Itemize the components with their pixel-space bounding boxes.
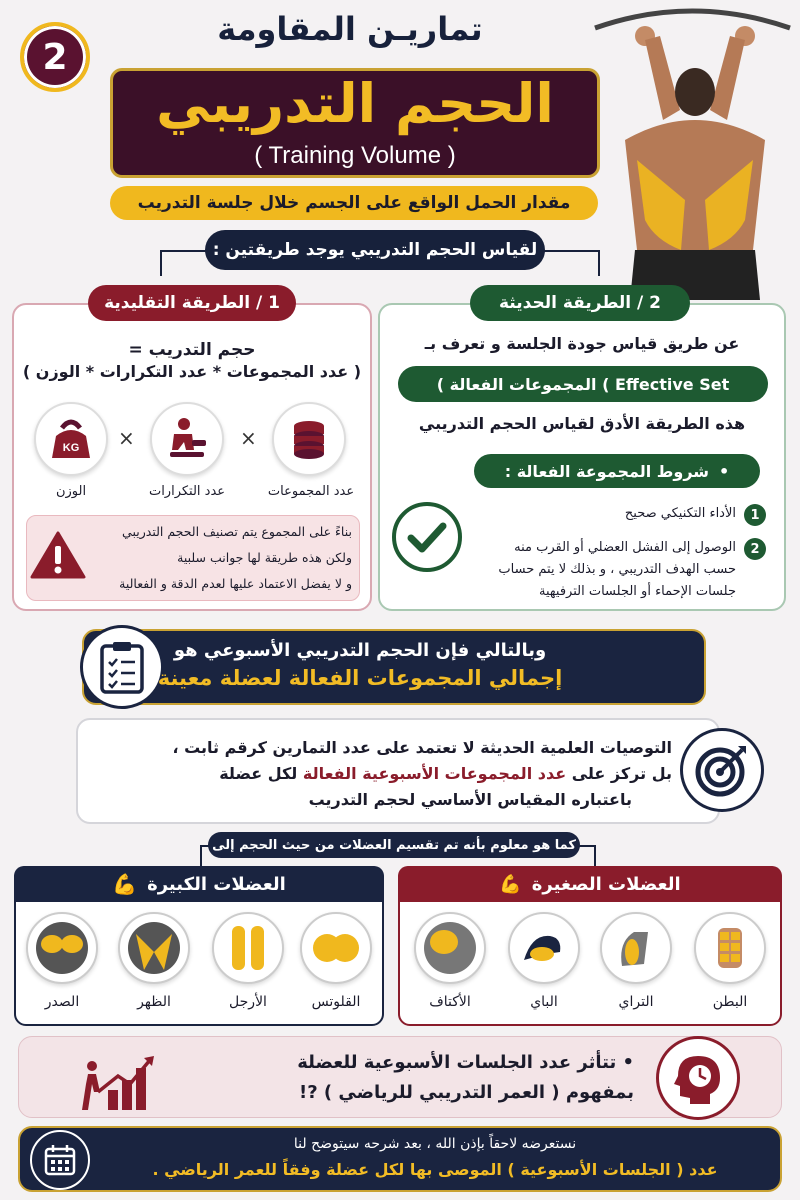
triceps-label: التراي xyxy=(618,994,654,1010)
reps-label: عدد التكرارات xyxy=(148,484,226,499)
target-icon xyxy=(680,728,764,812)
weekly-volume-line-2: إجمالي المجموعات الفعالة لعضلة معينة xyxy=(157,666,563,690)
modern-method-heading xyxy=(470,285,690,321)
modern-intro-line: عن طريق قياس جودة الجلسة و تعرف بـ xyxy=(424,334,740,353)
lifter-icon xyxy=(150,402,224,476)
chest-icon xyxy=(26,912,98,984)
warning-line-2: ولكن هذه طريقة لها جوانب سلبية xyxy=(177,550,352,565)
modern-accuracy-line: هذه الطريقة الأدق لقياس الحجم التدريبي xyxy=(418,414,746,433)
conditions-bullet: • xyxy=(719,461,730,481)
times-sign-1: × xyxy=(118,426,135,450)
head-clock-icon xyxy=(656,1036,740,1120)
condition-text-2: الوصول إلى الفشل العضلي أو القرب منه xyxy=(514,540,736,555)
english-title: ( Training Volume ) xyxy=(254,142,456,169)
muscles-intro-pill xyxy=(208,832,580,858)
small-flexed-arm-icon: 💪 xyxy=(499,873,522,895)
warning-icon xyxy=(30,530,86,580)
condition-2-detail-2: جلسات الإحماء أو الجلسات الترفيهية xyxy=(539,584,736,599)
abs-label: البطن xyxy=(712,994,748,1010)
abs-icon xyxy=(694,912,766,984)
biceps-icon xyxy=(508,912,580,984)
volume-formula: ( عدد المجموعات * عدد التكرارات * الوزن ) xyxy=(22,362,362,381)
condition-number-2: 2 xyxy=(744,538,766,560)
effective-set-pill xyxy=(398,366,768,402)
training-age-line-2: بمفهوم ( العمر التدريبي للرياضي ) ?! xyxy=(299,1082,634,1103)
recommendations-line-3: باعتباره المقياس الأساسي لحجم التدريب xyxy=(308,790,632,809)
sets-label: عدد المجموعات xyxy=(267,484,355,499)
modern-heading-text: 2 / الطريقة الحديثة xyxy=(499,293,661,313)
condition-number-1: 1 xyxy=(744,504,766,526)
methods-intro-pill xyxy=(205,230,545,270)
page-title: الحجم التدريبي xyxy=(156,72,554,135)
methods-intro-text: لقياس الحجم التدريبي يوجد طريقتين : xyxy=(212,240,538,260)
big-muscles-heading-text: العضلات الكبيرة xyxy=(147,873,286,895)
volume-formula-label: حجم التدريب = xyxy=(128,340,256,360)
calendar-icon xyxy=(30,1130,90,1190)
effective-set-text: ( المجموعات الفعالة ( Effective Set xyxy=(436,374,730,394)
checkmark-icon xyxy=(392,502,462,572)
flexed-arm-icon: 💪 xyxy=(112,872,138,896)
glutes-label: القلوتس xyxy=(311,994,361,1010)
back-muscles-figure xyxy=(585,0,800,300)
back-label: الظهر xyxy=(137,994,171,1010)
recommendations-highlight: عدد المجموعات الأسبوعية الفعالة xyxy=(302,764,567,783)
condition-2-detail-1: حسب الهدف التدريبي ، و بذلك لا يتم حساب xyxy=(498,562,736,577)
shoulders-icon xyxy=(414,912,486,984)
kettlebell-icon xyxy=(34,402,108,476)
biceps-label: الباي xyxy=(530,994,558,1010)
triceps-icon xyxy=(600,912,672,984)
warning-line-1: بناءً على المجموع يتم تصنيف الحجم التدريبي xyxy=(122,524,352,539)
conditions-heading-pill xyxy=(474,454,760,488)
recommendations-line-2-prefix: بل تركز على xyxy=(566,764,672,783)
small-muscles-heading xyxy=(398,866,782,902)
page-top-title: تماريـن المقاومة xyxy=(217,10,483,48)
recommendations-line-2 xyxy=(92,764,672,783)
legs-icon xyxy=(212,912,284,984)
legs-label: الأرجل xyxy=(229,994,267,1010)
chest-label: الصدر xyxy=(44,994,80,1010)
section-number: 2 xyxy=(42,36,68,78)
condition-text-1: الأداء التكنيكي صحيح xyxy=(624,506,736,521)
shoulders-label: الأكتاف xyxy=(429,994,471,1010)
section-number-badge xyxy=(20,22,90,92)
training-age-line-1: • تتأثر عدد الجلسات الأسبوعية للعضلة xyxy=(297,1052,634,1073)
progress-chart-icon xyxy=(78,1046,158,1112)
traditional-method-heading xyxy=(88,285,296,321)
big-muscles-heading xyxy=(14,866,384,902)
back-icon xyxy=(118,912,190,984)
recommendations-line-2-suffix: لكل عضلة xyxy=(219,764,303,783)
conditions-heading-text: شروط المجموعة الفعالة : xyxy=(504,461,710,481)
definition-text: مقدار الحمل الواقع على الجسم خلال جلسة التدريب xyxy=(137,193,571,213)
times-sign-2: × xyxy=(240,426,257,450)
small-muscles-heading-text: العضلات الصغيرة xyxy=(531,873,681,895)
warning-line-3: و لا يفضل الاعتماد عليها لعدم الدقة و الفعالية xyxy=(119,576,352,591)
weekly-volume-line-1: وبالتالي فإن الحجم التدريبي الأسبوعي هو xyxy=(173,640,547,661)
closing-line-1: نستعرضه لاحقاً بإذن الله ، بعد شرحه سيتوضح لنا xyxy=(293,1136,577,1152)
kg-text: KG xyxy=(62,442,80,454)
definition-pill xyxy=(110,186,598,220)
traditional-heading-text: 1 / الطريقة التقليدية xyxy=(104,293,280,313)
weight-label: الوزن xyxy=(55,484,87,499)
closing-line-2: عدد ( الجلسات الأسبوعية ) الموصى بها لكل عضلة وفقاً للعمر الرياضي . xyxy=(152,1160,718,1179)
recommendations-line-1: التوصيات العلمية الحديثة لا تعتمد على عدد التمارين كرقم ثابت ، xyxy=(172,738,672,757)
muscles-intro-text: كما هو معلوم بأنه تم تقسيم العضلات من حيث الحجم إلى xyxy=(212,837,576,853)
plates-stack-icon xyxy=(272,402,346,476)
glutes-icon xyxy=(300,912,372,984)
